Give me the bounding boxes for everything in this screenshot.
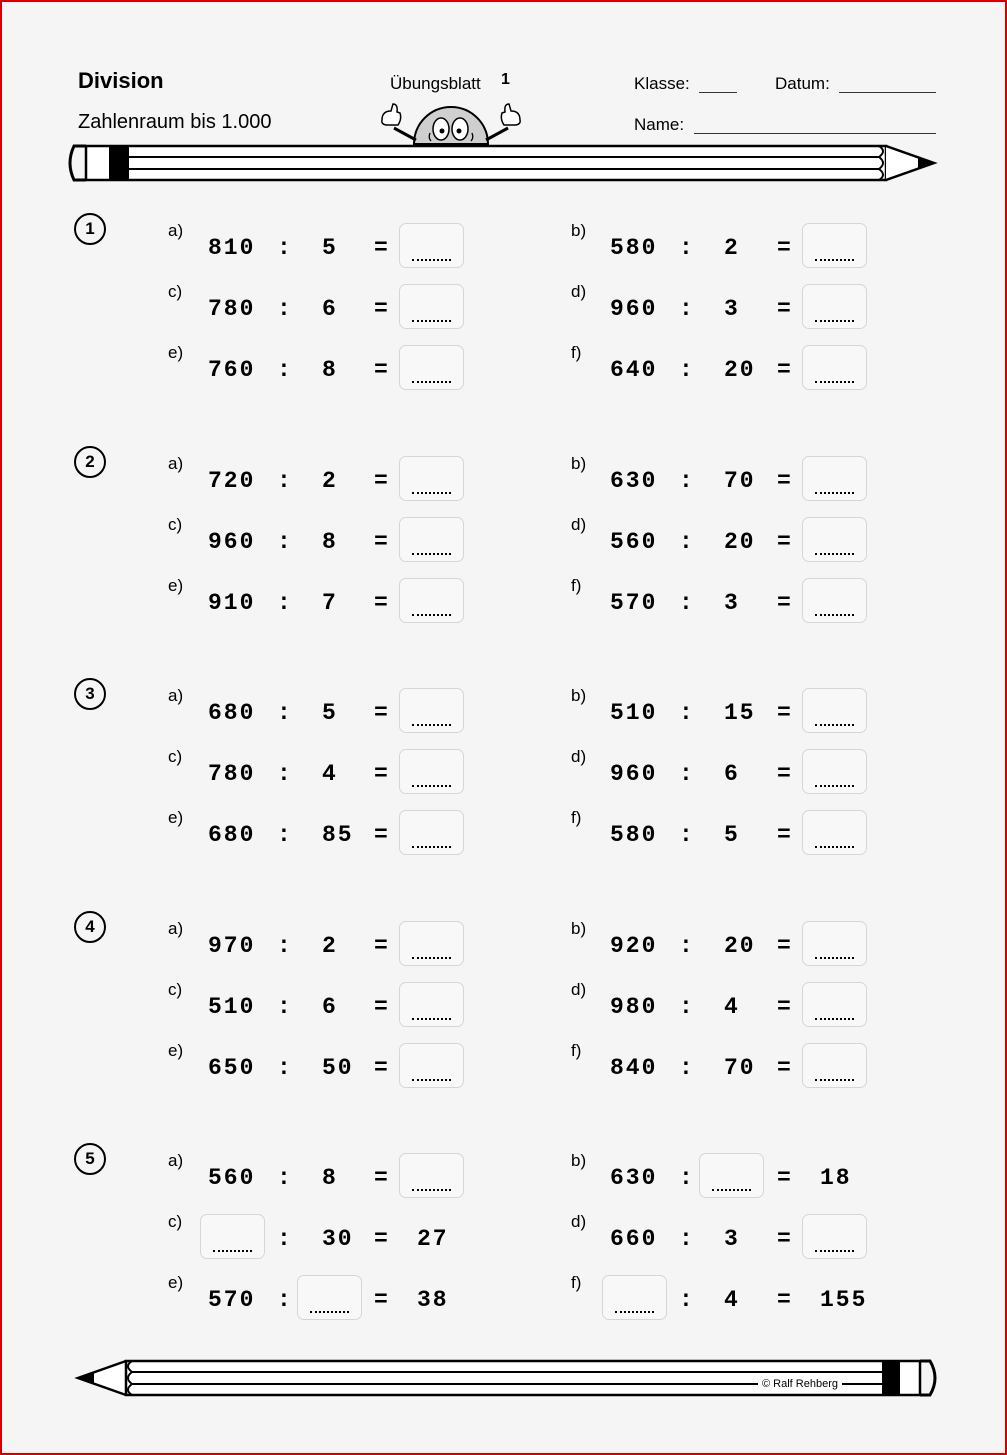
division-sign: : xyxy=(277,296,291,322)
answer-box[interactable] xyxy=(802,578,867,623)
answer-box[interactable] xyxy=(802,688,867,733)
dividend: 560 xyxy=(610,529,658,555)
answer-box[interactable] xyxy=(399,578,464,623)
divisor: 4 xyxy=(322,761,338,787)
division-sign: : xyxy=(277,700,291,726)
dividend: 960 xyxy=(610,761,658,787)
division-sign: : xyxy=(679,1165,693,1191)
item-label: a) xyxy=(168,221,184,240)
answer-box[interactable] xyxy=(802,982,867,1027)
equals-sign: = xyxy=(777,933,791,959)
task-number: 2 xyxy=(74,446,106,478)
divisor: 20 xyxy=(724,357,756,383)
item-label: e) xyxy=(168,808,184,827)
division-sign: : xyxy=(679,529,693,555)
divisor: 8 xyxy=(322,529,338,555)
division-sign: : xyxy=(679,468,693,494)
dividend: 810 xyxy=(208,235,256,261)
division-sign: : xyxy=(679,590,693,616)
item-label: b) xyxy=(571,686,587,705)
answer-box[interactable] xyxy=(802,1214,867,1259)
answer-box[interactable] xyxy=(399,345,464,390)
answer-box[interactable] xyxy=(802,921,867,966)
equals-sign: = xyxy=(374,468,388,494)
equals-sign: = xyxy=(777,468,791,494)
pencil-icon xyxy=(2,1358,1005,1398)
equals-sign: = xyxy=(374,529,388,555)
equals-sign: = xyxy=(777,994,791,1020)
equals-sign: = xyxy=(374,994,388,1020)
division-sign: : xyxy=(679,296,693,322)
divisor: 85 xyxy=(322,822,354,848)
item-label: c) xyxy=(168,1212,183,1231)
answer-box[interactable] xyxy=(802,456,867,501)
dividend: 970 xyxy=(208,933,256,959)
equals-sign: = xyxy=(374,700,388,726)
divisor: 5 xyxy=(322,700,338,726)
dividend: 840 xyxy=(610,1055,658,1081)
answer-box[interactable] xyxy=(802,345,867,390)
divisor: 30 xyxy=(322,1226,354,1252)
equals-sign: = xyxy=(777,761,791,787)
item-label: c) xyxy=(168,747,183,766)
task-number: 4 xyxy=(74,911,106,943)
division-sign: : xyxy=(679,235,693,261)
dividend: 920 xyxy=(610,933,658,959)
division-sign: : xyxy=(679,933,693,959)
item-label: f) xyxy=(571,1041,582,1060)
item-label: e) xyxy=(168,576,184,595)
answer-box[interactable] xyxy=(399,921,464,966)
equals-sign: = xyxy=(777,296,791,322)
answer-box[interactable] xyxy=(399,223,464,268)
equals-sign: = xyxy=(777,235,791,261)
equals-sign: = xyxy=(374,1165,388,1191)
equals-sign: = xyxy=(374,590,388,616)
dividend: 680 xyxy=(208,822,256,848)
division-sign: : xyxy=(277,761,291,787)
item-label: a) xyxy=(168,454,184,473)
item-label: c) xyxy=(168,980,183,999)
item-label: f) xyxy=(571,808,582,827)
item-label: d) xyxy=(571,1212,587,1231)
dividend: 580 xyxy=(610,822,658,848)
equals-sign: = xyxy=(374,761,388,787)
equals-sign: = xyxy=(777,529,791,555)
quotient: 155 xyxy=(820,1287,868,1313)
divisor: 6 xyxy=(322,296,338,322)
divisor: 70 xyxy=(724,1055,756,1081)
pencil-icon xyxy=(2,142,1005,184)
dividend: 680 xyxy=(208,700,256,726)
answer-box[interactable] xyxy=(297,1275,362,1320)
divisor: 3 xyxy=(724,590,740,616)
item-label: e) xyxy=(168,1273,184,1292)
item-label: d) xyxy=(571,282,587,301)
copyright: © Ralf Rehberg xyxy=(758,1378,842,1390)
item-label: c) xyxy=(168,282,183,301)
dividend: 580 xyxy=(610,235,658,261)
answer-box[interactable] xyxy=(802,1043,867,1088)
divisor: 5 xyxy=(322,235,338,261)
dividend: 780 xyxy=(208,761,256,787)
divisor: 2 xyxy=(322,933,338,959)
dividend: 650 xyxy=(208,1055,256,1081)
divisor: 70 xyxy=(724,468,756,494)
answer-box[interactable] xyxy=(399,749,464,794)
equals-sign: = xyxy=(777,822,791,848)
item-label: c) xyxy=(168,515,183,534)
equals-sign: = xyxy=(374,296,388,322)
item-label: a) xyxy=(168,1151,184,1170)
division-sign: : xyxy=(277,1287,291,1313)
quotient: 27 xyxy=(417,1226,449,1252)
answer-box[interactable] xyxy=(399,456,464,501)
divisor: 8 xyxy=(322,1165,338,1191)
sheet-label: Übungsblatt xyxy=(390,74,481,93)
division-sign: : xyxy=(277,822,291,848)
dividend: 760 xyxy=(208,357,256,383)
division-sign: : xyxy=(277,468,291,494)
divisor: 4 xyxy=(724,1287,740,1313)
division-sign: : xyxy=(679,994,693,1020)
item-label: b) xyxy=(571,454,587,473)
answer-box[interactable] xyxy=(699,1153,764,1198)
item-label: a) xyxy=(168,919,184,938)
task-number: 5 xyxy=(74,1143,106,1175)
quotient: 18 xyxy=(820,1165,852,1191)
division-sign: : xyxy=(679,357,693,383)
item-label: f) xyxy=(571,576,582,595)
equals-sign: = xyxy=(374,1287,388,1313)
worksheet-title: Division xyxy=(78,68,164,93)
dividend: 960 xyxy=(610,296,658,322)
equals-sign: = xyxy=(374,235,388,261)
answer-box[interactable] xyxy=(399,517,464,562)
answer-box[interactable] xyxy=(399,982,464,1027)
answer-box[interactable] xyxy=(399,688,464,733)
divisor: 50 xyxy=(322,1055,354,1081)
dividend: 980 xyxy=(610,994,658,1020)
answer-box[interactable] xyxy=(802,223,867,268)
class-label: Klasse: xyxy=(634,74,690,93)
item-label: f) xyxy=(571,343,582,362)
division-sign: : xyxy=(679,700,693,726)
division-sign: : xyxy=(277,1055,291,1081)
date-field[interactable] xyxy=(839,92,936,93)
item-label: d) xyxy=(571,515,587,534)
equals-sign: = xyxy=(374,822,388,848)
equals-sign: = xyxy=(777,1287,791,1313)
division-sign: : xyxy=(277,590,291,616)
division-sign: : xyxy=(679,1287,693,1313)
divisor: 15 xyxy=(724,700,756,726)
answer-box[interactable] xyxy=(399,810,464,855)
answer-box[interactable] xyxy=(802,810,867,855)
equals-sign: = xyxy=(777,1165,791,1191)
date-label: Datum: xyxy=(775,74,830,93)
dividend: 560 xyxy=(208,1165,256,1191)
equals-sign: = xyxy=(777,590,791,616)
divisor: 20 xyxy=(724,933,756,959)
task-number: 1 xyxy=(74,213,106,245)
division-sign: : xyxy=(277,529,291,555)
item-label: e) xyxy=(168,343,184,362)
dividend: 960 xyxy=(208,529,256,555)
divisor: 3 xyxy=(724,1226,740,1252)
dividend: 510 xyxy=(208,994,256,1020)
divisor: 3 xyxy=(724,296,740,322)
equals-sign: = xyxy=(374,1226,388,1252)
equals-sign: = xyxy=(777,700,791,726)
dividend: 640 xyxy=(610,357,658,383)
divisor: 8 xyxy=(322,357,338,383)
equals-sign: = xyxy=(374,933,388,959)
dividend: 720 xyxy=(208,468,256,494)
mascot-icon xyxy=(376,100,526,146)
equals-sign: = xyxy=(374,357,388,383)
equals-sign: = xyxy=(777,357,791,383)
answer-box[interactable] xyxy=(200,1214,265,1259)
item-label: f) xyxy=(571,1273,582,1292)
name-field[interactable] xyxy=(694,133,936,134)
divisor: 20 xyxy=(724,529,756,555)
divisor: 6 xyxy=(322,994,338,1020)
division-sign: : xyxy=(277,1165,291,1191)
worksheet-subtitle: Zahlenraum bis 1.000 xyxy=(78,111,272,133)
quotient: 38 xyxy=(417,1287,449,1313)
equals-sign: = xyxy=(777,1226,791,1252)
dividend: 630 xyxy=(610,1165,658,1191)
item-label: b) xyxy=(571,919,587,938)
equals-sign: = xyxy=(374,1055,388,1081)
dividend: 570 xyxy=(208,1287,256,1313)
divisor: 2 xyxy=(724,235,740,261)
item-label: d) xyxy=(571,747,587,766)
division-sign: : xyxy=(277,1226,291,1252)
equals-sign: = xyxy=(777,1055,791,1081)
item-label: d) xyxy=(571,980,587,999)
task-number: 3 xyxy=(74,678,106,710)
divisor: 6 xyxy=(724,761,740,787)
dividend: 910 xyxy=(208,590,256,616)
class-field[interactable] xyxy=(699,92,737,93)
item-label: a) xyxy=(168,686,184,705)
item-label: b) xyxy=(571,221,587,240)
dividend: 780 xyxy=(208,296,256,322)
dividend: 510 xyxy=(610,700,658,726)
divisor: 7 xyxy=(322,590,338,616)
answer-box[interactable] xyxy=(802,284,867,329)
division-sign: : xyxy=(679,761,693,787)
divisor: 4 xyxy=(724,994,740,1020)
division-sign: : xyxy=(277,235,291,261)
divisor: 2 xyxy=(322,468,338,494)
division-sign: : xyxy=(277,994,291,1020)
item-label: e) xyxy=(168,1041,184,1060)
answer-box[interactable] xyxy=(399,1153,464,1198)
item-label: b) xyxy=(571,1151,587,1170)
divisor: 5 xyxy=(724,822,740,848)
division-sign: : xyxy=(277,933,291,959)
dividend: 570 xyxy=(610,590,658,616)
name-label: Name: xyxy=(634,115,685,134)
answer-box[interactable] xyxy=(399,1043,464,1088)
division-sign: : xyxy=(679,1226,693,1252)
sheet-number: 1 xyxy=(501,71,510,88)
dividend: 630 xyxy=(610,468,658,494)
answer-box[interactable] xyxy=(602,1275,667,1320)
division-sign: : xyxy=(679,1055,693,1081)
dividend: 660 xyxy=(610,1226,658,1252)
answer-box[interactable] xyxy=(802,517,867,562)
answer-box[interactable] xyxy=(399,284,464,329)
division-sign: : xyxy=(277,357,291,383)
division-sign: : xyxy=(679,822,693,848)
answer-box[interactable] xyxy=(802,749,867,794)
